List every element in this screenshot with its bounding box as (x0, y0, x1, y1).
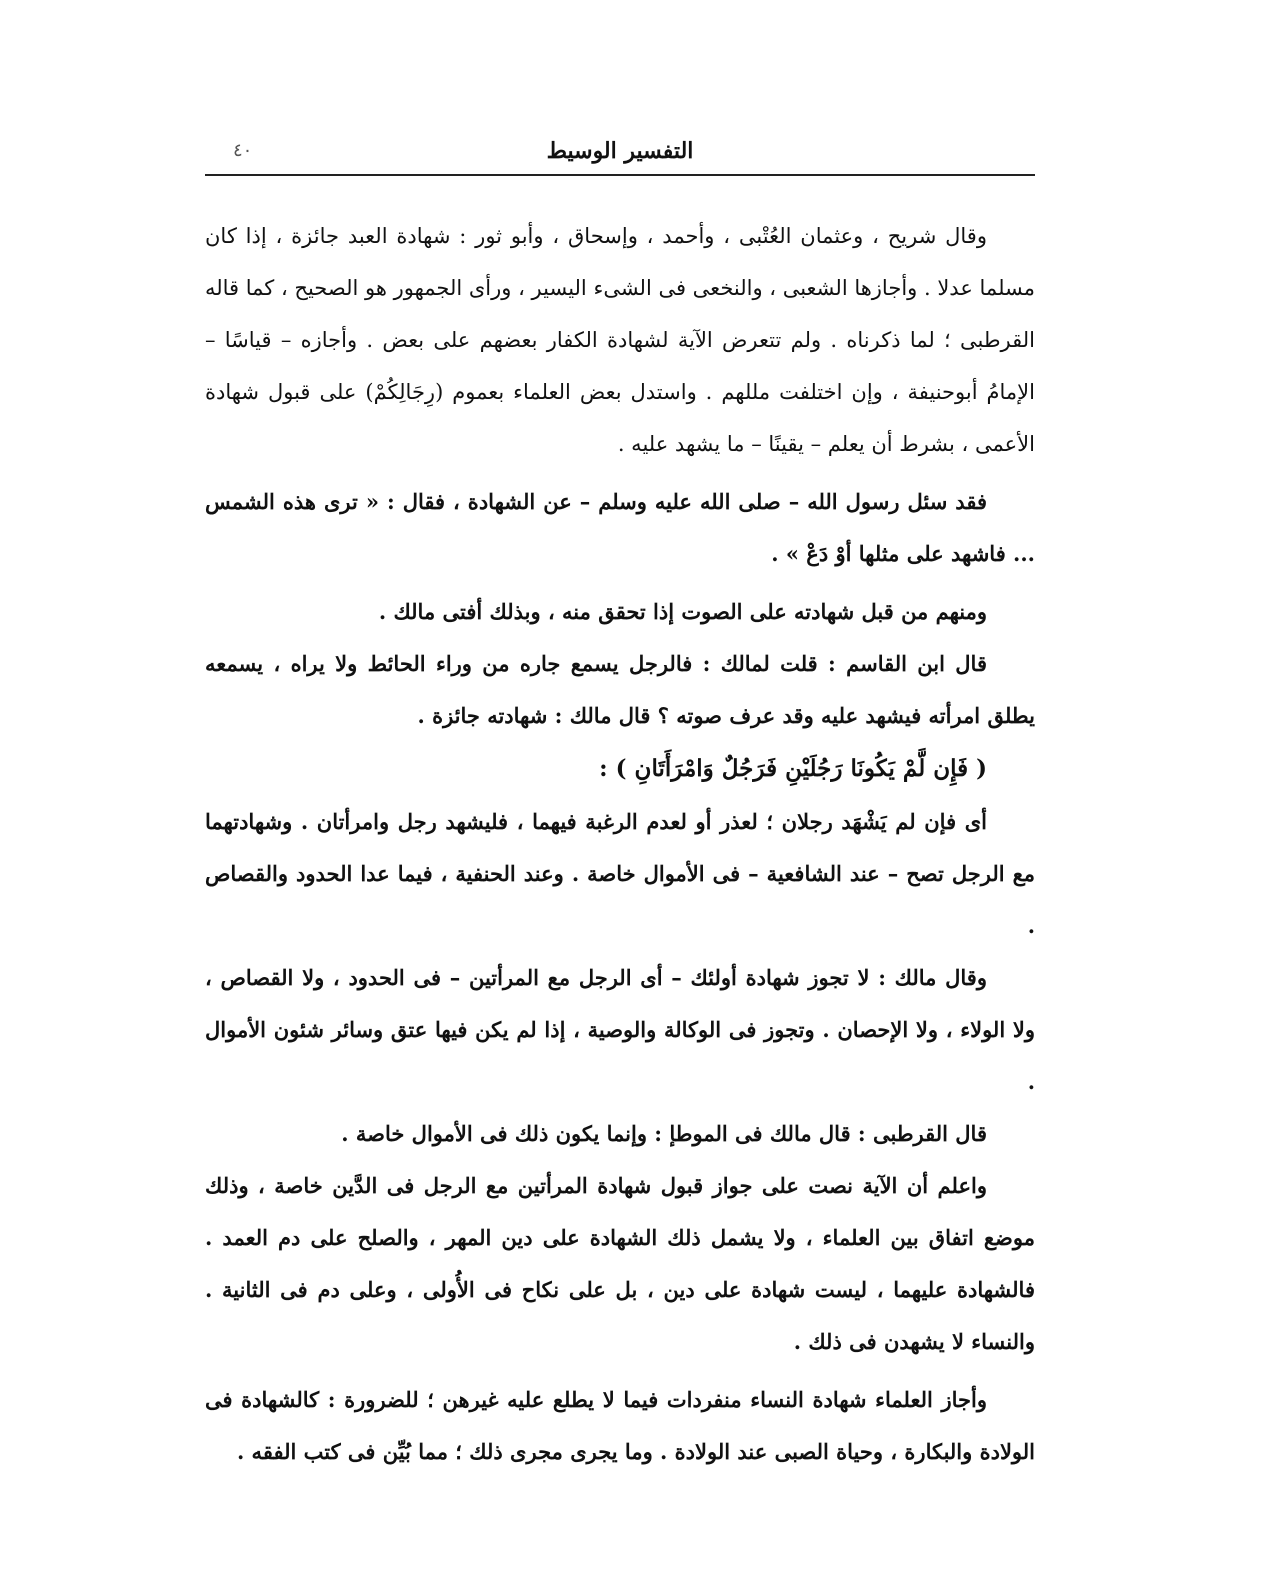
paragraph-women-testimony: وأجاز العلماء شهادة النساء منفردات فيما لا يطلع عليه غيرهن ؛ للضرورة : كالشهادة فى الولادة والبكارة ، وحياة الصبى عند الولادة . وما يجرى مجرى ذلك ؛ مما بُيِّن فى كتب الفقه . (205, 1387, 1035, 1464)
paragraph-hadith-sun: فقد سئل رسول الله – صلى الله عليه وسلم – عن الشهادة ، فقال : « ترى هذه الشمس ... فاشهد على مثلها أوْ دَعْ » . (205, 489, 1035, 566)
paragraph-malik-opinion: وقال مالك : لا تجوز شهادة أولئك – أى الرجل مع المرأتين – فى الحدود ، ولا القصاص ، ولا الولاء ، ولا الإحصان . وتجوز فى الوكالة والوصية ، إذا لم يكن فيها عتق وسائر شئون الأموال . (205, 965, 1035, 1094)
page-number: ٤٠ (233, 140, 253, 161)
paragraph-qurtubi: قال القرطبى : قال مالك فى الموطإ : وإنما يكون ذلك فى الأموال خاصة . (341, 1121, 987, 1146)
paragraph-consensus: واعلم أن الآية نصت على جواز قبول شهادة المرأتين مع الرجل فى الدَّين خاصة ، وذلك موضع اتفاق بين العلماء ، ولا يشمل ذلك الشهادة على دين المهر ، والصلح على دم العمد . فالشهادة عليهما ، ليست شهادة على دين ، بل على نكاح فى الأُولى ، وعلى دم فى الثانية . والنساء لا يشهدن فى ذلك . (205, 1173, 1035, 1354)
paragraph-voice-testimony: ومنهم من قبل شهادته على الصوت إذا تحقق منه ، وبذلك أفتى مالك . (378, 599, 987, 624)
paragraph-ibn-alqasim: قال ابن القاسم : قلت لمالك : فالرجل يسمع جاره من وراء الحائط ولا يراه ، يسمعه يطلق امرأته فيشهد عليه وقد عرف صوته ؟ قال مالك : شهادته جائزة . (205, 651, 1035, 728)
quran-verse: ( فَإِن لَّمْ يَكُونَا رَجُلَيْنِ فَرَجُلٌ وَامْرَأَتَانِ ) : (599, 755, 987, 782)
page-header (205, 138, 1035, 174)
paragraph-explanation: أى فإن لم يَشْهَد رجلان ؛ لعذر أو لعدم الرغبة فيهما ، فليشهد رجل وامرأتان . وشهادتهما مع الرجل تصح – عند الشافعية – فى الأموال خاصة . وعند الحنفية ، فيما عدا الحدود والقصاص . (205, 809, 1035, 938)
running-title: التفسير الوسيط (546, 138, 694, 164)
paragraph-witness-opinions: وقال شريح ، وعثمان العُتْبى ، وأحمد ، وإسحاق ، وأبو ثور : شهادة العبد جائزة ، إذا كان مسلما عدلا . وأجازها الشعبى ، والنخعى فى الشىء اليسير ، ورأى الجمهور هو الصحيح ، كما قاله القرطبى ؛ لما ذكرناه . ولم تتعرض الآية لشهادة الكفار بعضهم على بعض . وأجازه – قياسًا – الإمامُ أبوحنيفة ، وإن اختلفت مللهم . واستدل بعض العلماء بعموم (رِجَالِكُمْ) على قبول شهادة الأعمى ، بشرط أن يعلم – يقينًا – ما يشهد عليه . (204, 224, 1035, 456)
body-text (205, 210, 1035, 1478)
header-divider (205, 174, 1035, 176)
